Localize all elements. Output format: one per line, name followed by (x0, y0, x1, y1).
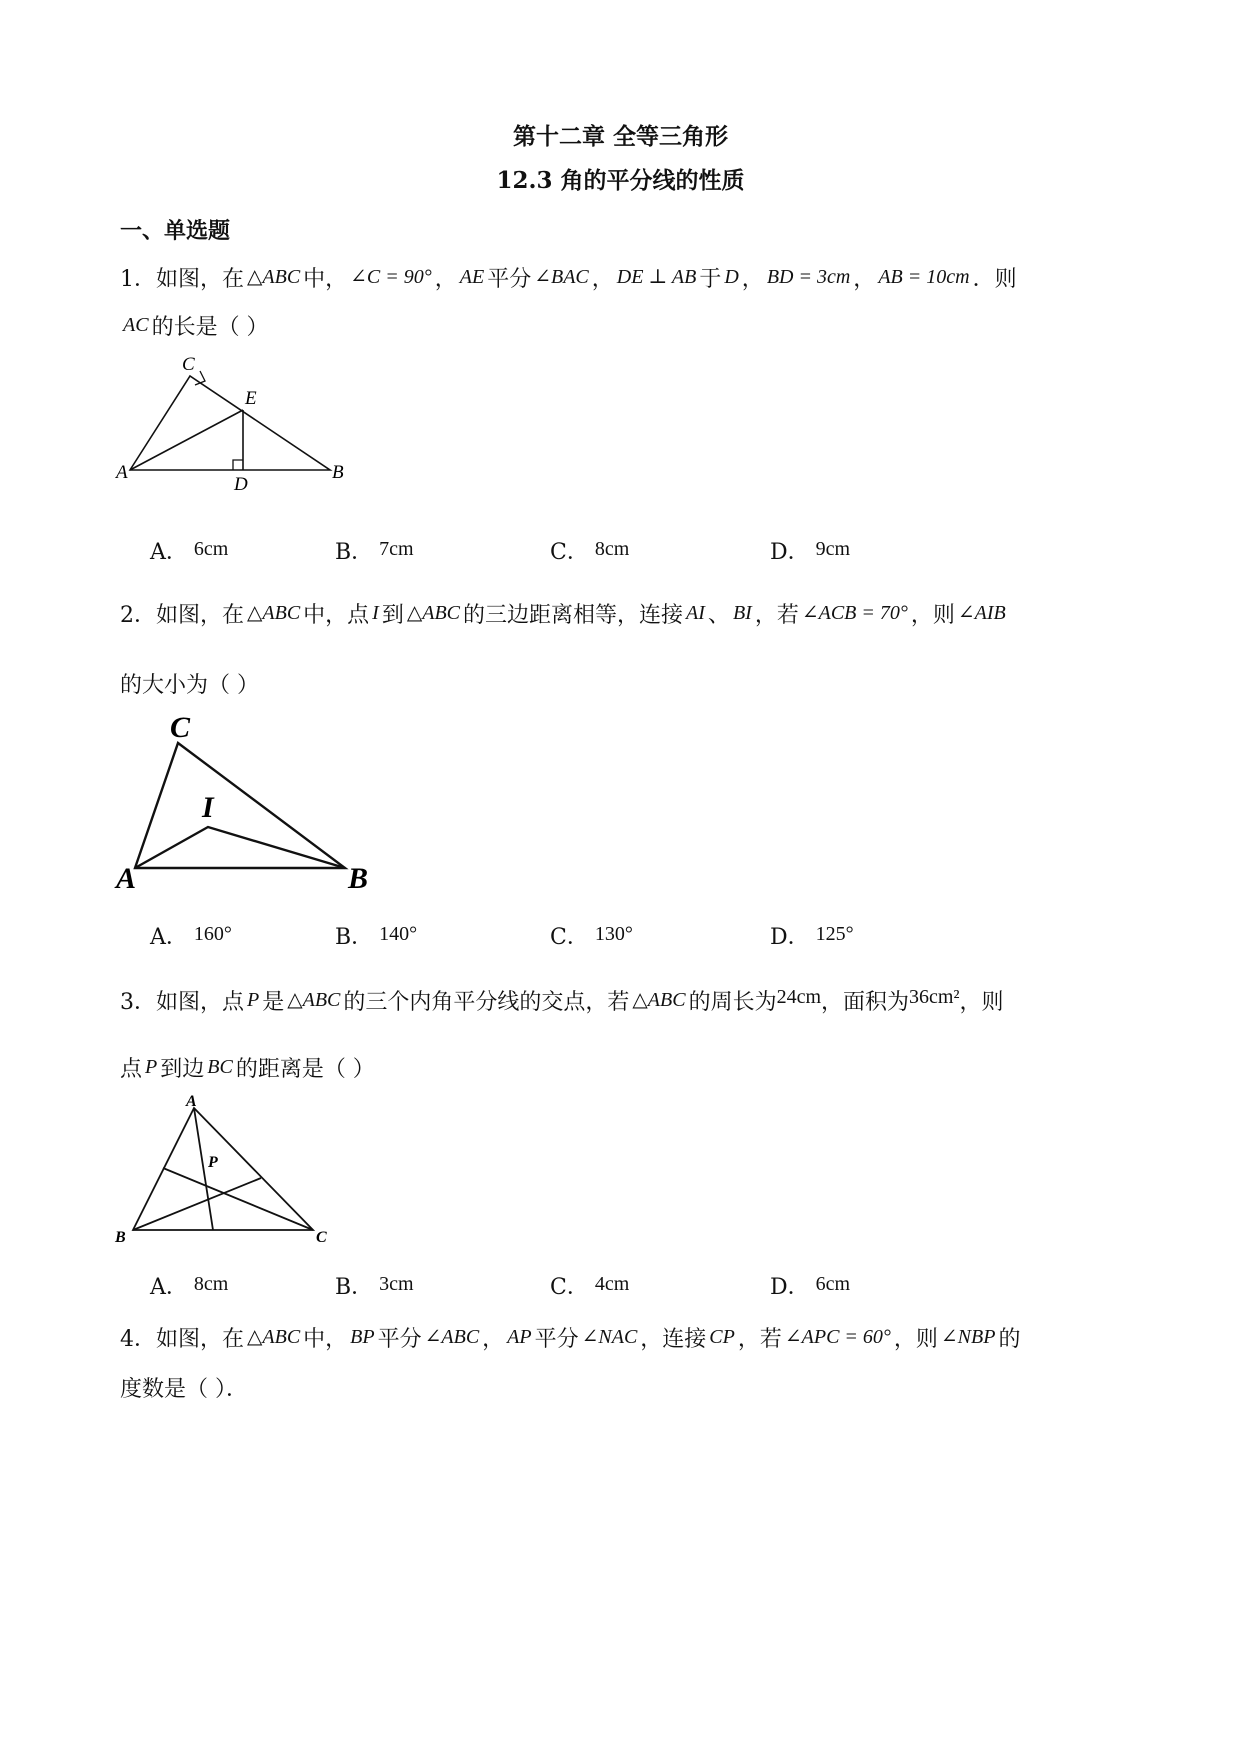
stem-text: ， (591, 267, 614, 292)
math-expression: BD = 3cm (766, 266, 851, 288)
q1-label-e: E (245, 388, 257, 409)
q3-label-p: P (208, 1154, 218, 1171)
stem-text: ，若 (737, 1327, 782, 1352)
stem-text: 于 (699, 267, 722, 292)
q3-option-b[interactable]: B． 3cm (335, 1273, 414, 1300)
stem-text: ，连接 (640, 1327, 707, 1352)
math-expression: DE ⊥ AB (616, 266, 697, 288)
stem-text: ， (741, 267, 764, 292)
q2-figure (110, 705, 390, 895)
q1-stem-line1 (120, 262, 1017, 293)
stem-text: 平分 (534, 1327, 579, 1352)
stem-text: 平分 (487, 267, 532, 292)
q3-label-c: C (316, 1229, 327, 1246)
chapter-title: 第十二章 全等三角形 (512, 123, 728, 150)
q1-option-d[interactable]: D． 9cm (770, 538, 851, 565)
stem-text: ， (434, 267, 457, 292)
math-quantity: 24cm (776, 986, 822, 1008)
q3-triangle-abc (133, 1108, 313, 1230)
q1-option-a[interactable]: A． 6cm (150, 538, 229, 565)
math-expression: △ABC (247, 602, 301, 624)
part-heading: 一、单选题 (120, 218, 231, 244)
stem-text: 点 (120, 1057, 143, 1082)
math-quantity: 36cm² (909, 986, 960, 1008)
q2-options (150, 920, 1050, 950)
math-expression: ∠NBP (940, 1326, 996, 1348)
math-expression: P (247, 989, 260, 1011)
math-expression: AC (123, 314, 149, 336)
stem-text: 平分 (377, 1327, 422, 1352)
math-expression: AP (507, 1326, 532, 1348)
stem-text: 的距离是（ ） (235, 1057, 375, 1082)
math-expression: BP (350, 1326, 375, 1348)
q2-label-c: C (170, 711, 191, 744)
math-expression: I (372, 602, 379, 624)
stem-text: 的三边距离相等，连接 (463, 603, 684, 628)
math-expression: D (724, 266, 739, 288)
stem-text: 3．如图，点 (120, 990, 244, 1015)
stem-text: 到边 (160, 1057, 205, 1082)
q1-label-b: B (332, 462, 344, 483)
stem-text: 是 (262, 990, 285, 1015)
q2-stem-line2 (120, 668, 259, 699)
math-expression: △ABC (247, 1326, 301, 1348)
q3-stem-line2 (120, 1052, 375, 1083)
math-expression: ∠APC = 60° (784, 1326, 891, 1348)
q2-option-b[interactable]: B． 140° (335, 923, 418, 950)
q1-option-b[interactable]: B． 7cm (335, 538, 414, 565)
stem-text: ，则 (910, 603, 955, 628)
q1-stem-line2 (120, 310, 269, 341)
stem-text: 的长是（ ） (151, 315, 269, 340)
stem-text: 的三个内角平分线的交点，若 (343, 990, 630, 1015)
stem-text: ， (853, 267, 876, 292)
stem-text: 到 (381, 603, 404, 628)
q3-options (150, 1270, 1050, 1300)
q3-option-d[interactable]: D． 6cm (770, 1273, 851, 1300)
q3-stem-line1 (120, 985, 1003, 1016)
q1-option-c[interactable]: C． 8cm (550, 538, 630, 565)
math-expression: ∠BAC (534, 266, 589, 288)
math-expression: BC (207, 1056, 233, 1078)
stem-text: 中， (303, 267, 348, 292)
q1-triangle-abc (130, 376, 330, 470)
stem-text: ，若 (754, 603, 799, 628)
q3-bisector-c (163, 1168, 313, 1230)
math-expression: BI (732, 602, 752, 624)
q1-right-angle-c (195, 371, 205, 385)
q3-figure (110, 1090, 350, 1250)
math-expression: ∠C = 90° (350, 266, 432, 288)
q3-option-a[interactable]: A． 8cm (150, 1273, 229, 1300)
stem-text: 的大小为（ ） (120, 673, 259, 698)
stem-text: ，则 (959, 990, 1004, 1015)
q2-label-a: A (116, 862, 137, 895)
q2-segments-ai-bi (135, 827, 345, 868)
stem-text: 的周长为 (688, 990, 777, 1015)
q3-bisector-b (133, 1178, 261, 1230)
stem-text: 中，点 (303, 603, 370, 628)
stem-text: 度数是（ ）． (120, 1377, 248, 1402)
q1-label-c: C (182, 354, 195, 375)
section-title: 12.3 角的平分线的性质 (496, 167, 745, 194)
math-expression: ∠AIB (957, 602, 1006, 624)
stem-text: ．则 (972, 267, 1017, 292)
q1-right-angle-d (233, 460, 243, 470)
stem-text: 的 (998, 1327, 1021, 1352)
math-expression: ∠ACB = 70° (801, 602, 908, 624)
q1-label-a: A (116, 462, 128, 483)
stem-text: 4．如图，在 (120, 1327, 244, 1352)
q1-label-d: D (234, 474, 248, 492)
q2-option-d[interactable]: D． 125° (770, 923, 854, 950)
math-expression: ∠ABC (424, 1326, 480, 1348)
math-expression: ∠NAC (581, 1326, 638, 1348)
stem-text: 2．如图，在 (120, 603, 244, 628)
math-expression: AE (459, 266, 485, 288)
math-expression: AI (686, 602, 705, 624)
q2-option-c[interactable]: C． 130° (550, 923, 633, 950)
math-expression: AB = 10cm (878, 266, 970, 288)
q2-stem-line1 (120, 598, 1009, 629)
q4-stem-line2 (120, 1372, 248, 1403)
q3-label-a: A (186, 1093, 197, 1110)
q1-segment-ae (130, 410, 243, 470)
stem-text: ，则 (893, 1327, 938, 1352)
q1-options (150, 535, 1050, 565)
q2-label-b: B (348, 862, 369, 895)
q2-option-a[interactable]: A． 160° (150, 923, 232, 950)
q3-option-c[interactable]: C． 4cm (550, 1273, 630, 1300)
math-expression: CP (709, 1326, 735, 1348)
q1-figure (110, 352, 360, 492)
q3-label-b: B (115, 1229, 126, 1246)
q2-label-i: I (202, 791, 214, 824)
stem-text: 中， (303, 1327, 348, 1352)
q4-stem-line1 (120, 1322, 1020, 1353)
stem-text: 1．如图，在 (120, 267, 244, 292)
math-expression: △ABC (247, 266, 301, 288)
math-expression: P (145, 1056, 158, 1078)
stem-text: ，面积为 (821, 990, 910, 1015)
math-expression: △ABC (287, 989, 341, 1011)
stem-text: ， (482, 1327, 505, 1352)
stem-text: 、 (707, 603, 730, 628)
math-expression: △ABC (632, 989, 686, 1011)
math-expression: △ABC (406, 602, 461, 624)
